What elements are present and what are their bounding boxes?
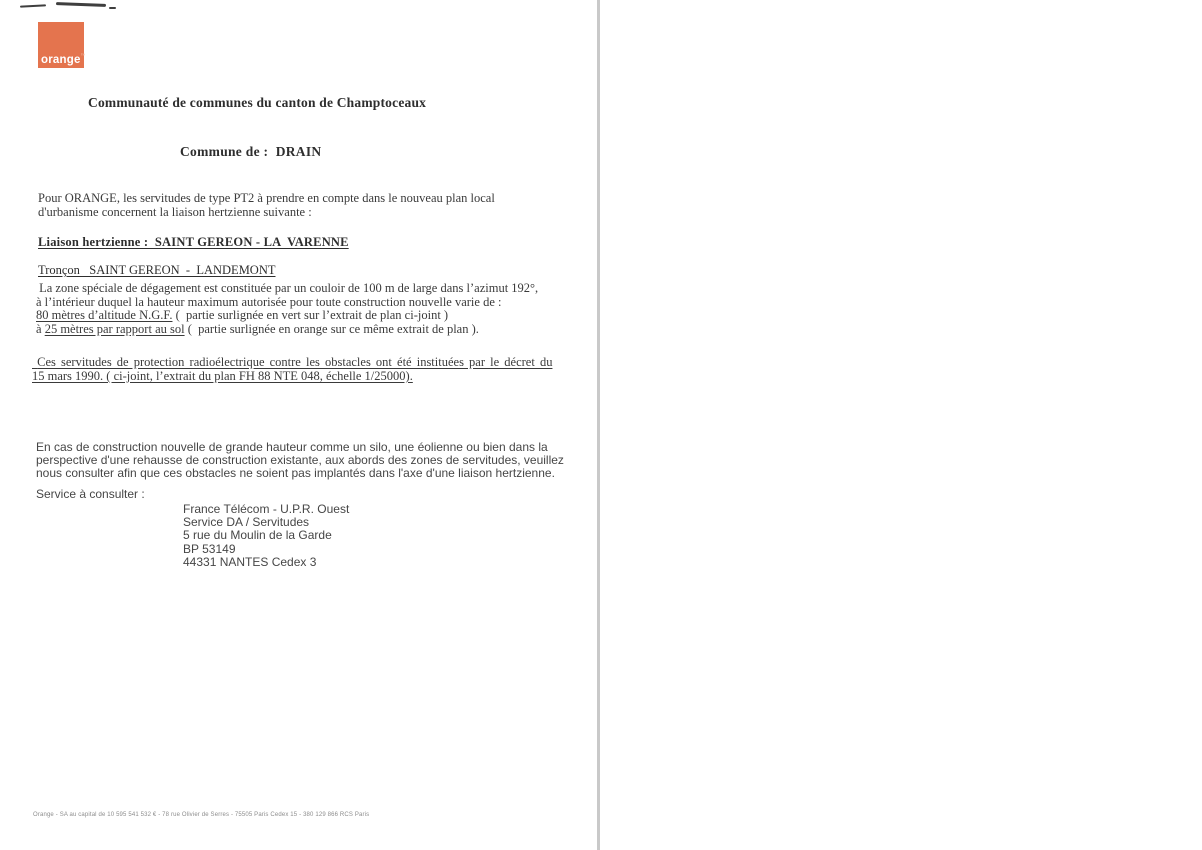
trademark-symbol: ™ [80,53,86,59]
text-line: 44331 NANTES Cedex 3 [183,554,317,569]
text-line [36,309,538,323]
address-block [183,503,349,569]
underlined-text: Ces servitudes de protection radioélectrique contre les obstacles ont été instituées par le décret du [32,355,553,369]
text-line: nous consulter afin que ces obstacles ne soient pas implantés dans l'axe d'une liaison hertzienne. [36,466,555,481]
scan-artifact-mark [20,4,46,7]
intro-paragraph [38,192,495,219]
document-title: Communauté de communes du canton de Champtoceaux [88,95,427,110]
commune-heading: Commune de : DRAIN [180,144,322,159]
underlined-text: 15 mars 1990. ( ci-joint, l’extrait du plan FH 88 NTE 048, échelle 1/25000). [32,368,413,383]
liaison-heading: Liaison hertzienne : SAINT GEREON - LA VARENNE [38,235,349,249]
troncon-heading: Tronçon SAINT GEREON - LANDEMONT [38,263,276,277]
text-line: France Télécom - U.P.R. Ouest [183,502,350,516]
text-line: BP 53149 [183,541,236,556]
legal-footer: Orange - SA au capital de 10 595 541 532 € - 78 rue Olivier de Serres - 75505 Paris Cedex 15 - 380 129 866 RCS Paris [33,812,370,818]
text-line [36,323,538,337]
text-line [36,296,538,310]
text-line: Service DA / Servitudes [183,515,310,530]
text-segment: à l’intérieur duquel la hauteur maximum autorisée pour toute construction nouvelle varie de : [36,294,502,309]
text-line: d'urbanisme concernent la liaison hertzienne suivante : [38,204,312,219]
text-segment: La zone spéciale de dégagement est constituée par un couloir de 100 m de large dans l’azimut 192°, [36,281,539,295]
scan-artifact-mark [109,7,116,9]
text-line [32,356,552,370]
service-label: Service à consulter : [36,487,145,501]
underlined-text: 25 mètres par rapport au sol [44,321,185,336]
text-line: 5 rue du Moulin de la Garde [183,528,332,543]
text-line [36,282,538,296]
orange-logo [38,22,84,68]
zone-paragraph [36,282,538,336]
servitudes-paragraph [32,356,552,383]
text-line: Pour ORANGE, les servitudes de type PT2 à prendre en compte dans le nouveau plan local [38,191,495,205]
underlined-text: 80 mètres d’altitude N.G.F. [36,308,173,323]
text-line: perspective d'une rehausse de construction existante, aux abords des zones de servitudes, veuillez [36,453,564,468]
text-segment: ( partie surlignée en orange sur ce même extrait de plan ). [184,321,479,336]
text-segment: ( partie surlignée en vert sur l’extrait de plan ci-joint ) [172,308,449,323]
orange-logo-label: orange [41,53,81,66]
scan-artifact-mark [56,2,106,7]
notice-paragraph [36,441,564,481]
page-edge-line [597,0,600,850]
text-line [32,370,552,384]
text-line: En cas de construction nouvelle de grande hauteur comme un silo, une éolienne ou bien dans la [36,440,548,454]
text-segment: à [36,321,45,336]
